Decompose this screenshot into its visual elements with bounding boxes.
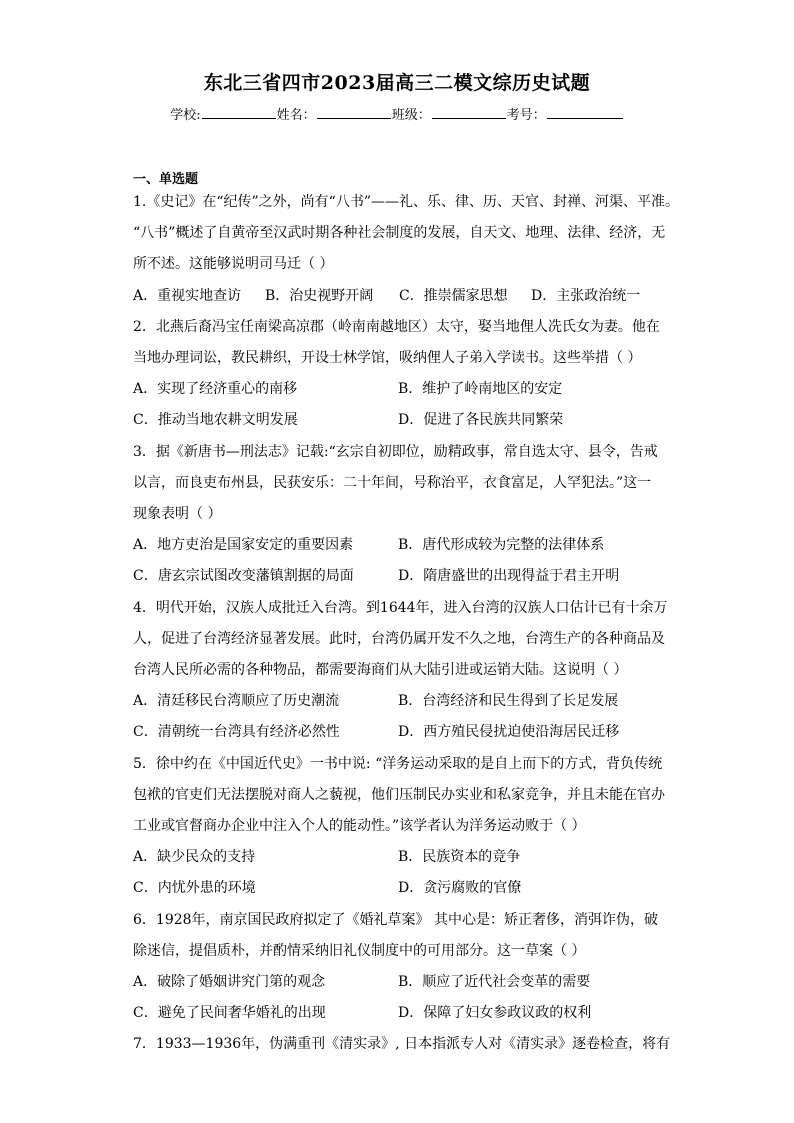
question-text-line: 以言，而良吏布州县，民获安乐：二十年间，号称治平，衣食富足，人罕犯法。”这一 (133, 474, 652, 491)
option-row (133, 998, 663, 1029)
question-text-line: 工业或官督商办企业中注入个人的能动性。”该学者认为洋务运动败于（ ） (133, 818, 586, 835)
name-label: 姓名： (276, 108, 316, 123)
question-text-line: 人，促进了台湾经济显著发展。此时，台湾仍属开发不久之地，台湾生产的各种商品及 (133, 630, 665, 647)
option-row (133, 967, 663, 998)
option-d[interactable]: D．西方殖民侵扰迫使沿海居民迁移 (398, 724, 620, 741)
question-text-line: 所不述。这能够说明司马迁（ ） (133, 256, 334, 273)
question-text-line: 1.《史记》在“纪传”之外，尚有“八书”——礼、乐、律、历、天官、封禅、河渠、平准。 (133, 194, 679, 210)
option-c[interactable]: C．推崇儒家思想 (398, 287, 508, 304)
option-row (133, 873, 663, 904)
option-row (133, 842, 663, 873)
question-1 (133, 187, 679, 312)
question-text-line: 7．1933—1936年，伪满重刊《清实录》, 日本指派专人对《清实录》逐卷检查，将有 (133, 1036, 671, 1053)
question-text-line: 现象表明（ ） (133, 506, 222, 523)
question-4 (133, 593, 668, 749)
school-blank[interactable] (202, 106, 276, 119)
name-blank[interactable] (317, 106, 391, 119)
option-row (133, 405, 663, 436)
class-label: 班级： (391, 108, 431, 123)
option-d[interactable]: D．保障了妇女参政议政的权利 (398, 1005, 592, 1022)
option-d[interactable]: D．贪污腐败的官僚 (398, 880, 522, 897)
option-b[interactable]: B．治史视野开阔 (265, 287, 374, 304)
option-b[interactable]: B．台湾经济和民生得到了长足发展 (398, 693, 619, 710)
question-3 (133, 437, 663, 593)
option-a[interactable]: A．实现了经济重心的南移 (133, 381, 298, 398)
option-row (133, 561, 663, 592)
option-d[interactable]: D．促进了各民族共同繁荣 (398, 412, 564, 429)
question-text-line: 5．徐中约在《中国近代史》一书中说: “洋务运动采取的是自上而下的方式，背负传统 (133, 755, 663, 772)
option-d[interactable]: D．主张政治统一 (530, 287, 641, 304)
option-a[interactable]: A．缺少民众的支持 (133, 849, 256, 866)
question-text-line: 当地办理词讼，教民耕织，开设士林学馆，吸纳俚人子弟入学读书。这些举措（ ） (133, 350, 642, 367)
option-row (133, 281, 663, 312)
option-b[interactable]: B．唐代形成较为完整的法律体系 (398, 537, 605, 554)
option-a[interactable]: A．地方吏治是国家安定的重要因素 (133, 537, 354, 554)
question-text-line: 4．明代开始，汉族人成批迁入台湾。到1644年，进入台湾的汉族人口估计已有十余万 (133, 599, 668, 616)
question-text-line: 2．北燕后裔冯宝任南梁高凉郡（岭南南越地区）太守，娶当地俚人冼氏女为妻。他在 (133, 318, 660, 335)
question-list (133, 187, 679, 1061)
question-5 (133, 749, 663, 905)
question-text-line: 3．据《新唐书—刑法志》记载:“玄宗自初即位，励精政事，常自选太守、县令，告戒 (133, 443, 658, 460)
question-text-line: 包袱的官吏们无法摆脱对商人之藐视，他们压制民办实业和私家竞争，并且未能在官办 (133, 786, 665, 803)
class-blank[interactable] (432, 106, 506, 119)
option-c[interactable]: C．内忧外患的环境 (133, 880, 256, 897)
option-b[interactable]: B．顺应了近代社会变革的需要 (398, 974, 591, 991)
option-c[interactable]: C．唐玄宗试图改变藩镇割据的局面 (133, 568, 354, 585)
student-info-line (0, 104, 794, 123)
option-c[interactable]: C．清朝统一台湾具有经济必然性 (133, 724, 340, 741)
option-a[interactable]: A．清廷移民台湾顺应了历史潮流 (133, 693, 340, 710)
exam-title: 东北三省四市2023届高三二模文综历史试题 (203, 72, 591, 94)
option-row (133, 374, 663, 405)
question-7 (133, 1029, 671, 1060)
question-text-line: 除迷信，提倡质朴，并酌情采纳旧礼仪制度中的可用部分。这一草案（ ） (133, 942, 586, 959)
option-c[interactable]: C．避免了民间奢华婚礼的出现 (133, 1005, 326, 1022)
question-text-line: “八书”概述了自黄帝至汉武时期各种社会制度的发展，自天文、地理、法律、经济，无 (133, 225, 666, 242)
question-text-line: 6．1928年，南京国民政府拟定了《婚礼草案》 其中心是：矫正奢侈，消弭诈伪，破 (133, 911, 658, 928)
question-text-line: 台湾人民所必需的各种物品，都需要海商们从大陆引进或运销大陆。这说明（ ） (133, 662, 628, 679)
question-6 (133, 905, 663, 1030)
option-row (133, 686, 663, 717)
option-a[interactable]: A．重视实地查访 (133, 287, 242, 304)
option-a[interactable]: A．破除了婚姻讲究门第的观念 (133, 974, 326, 991)
section-heading: 一、单选题 (133, 172, 199, 187)
exam-number-label: 考号： (506, 108, 546, 123)
question-2 (133, 312, 663, 437)
school-label: 学校: (170, 108, 201, 123)
exam-number-blank[interactable] (547, 106, 623, 119)
option-row (133, 717, 663, 748)
option-row (133, 530, 663, 561)
option-d[interactable]: D．隋唐盛世的出现得益于君主开明 (398, 568, 620, 585)
option-b[interactable]: B．民族资本的竞争 (398, 849, 521, 866)
option-c[interactable]: C．推动当地农耕文明发展 (133, 412, 298, 429)
option-b[interactable]: B．维护了岭南地区的安定 (398, 381, 563, 398)
